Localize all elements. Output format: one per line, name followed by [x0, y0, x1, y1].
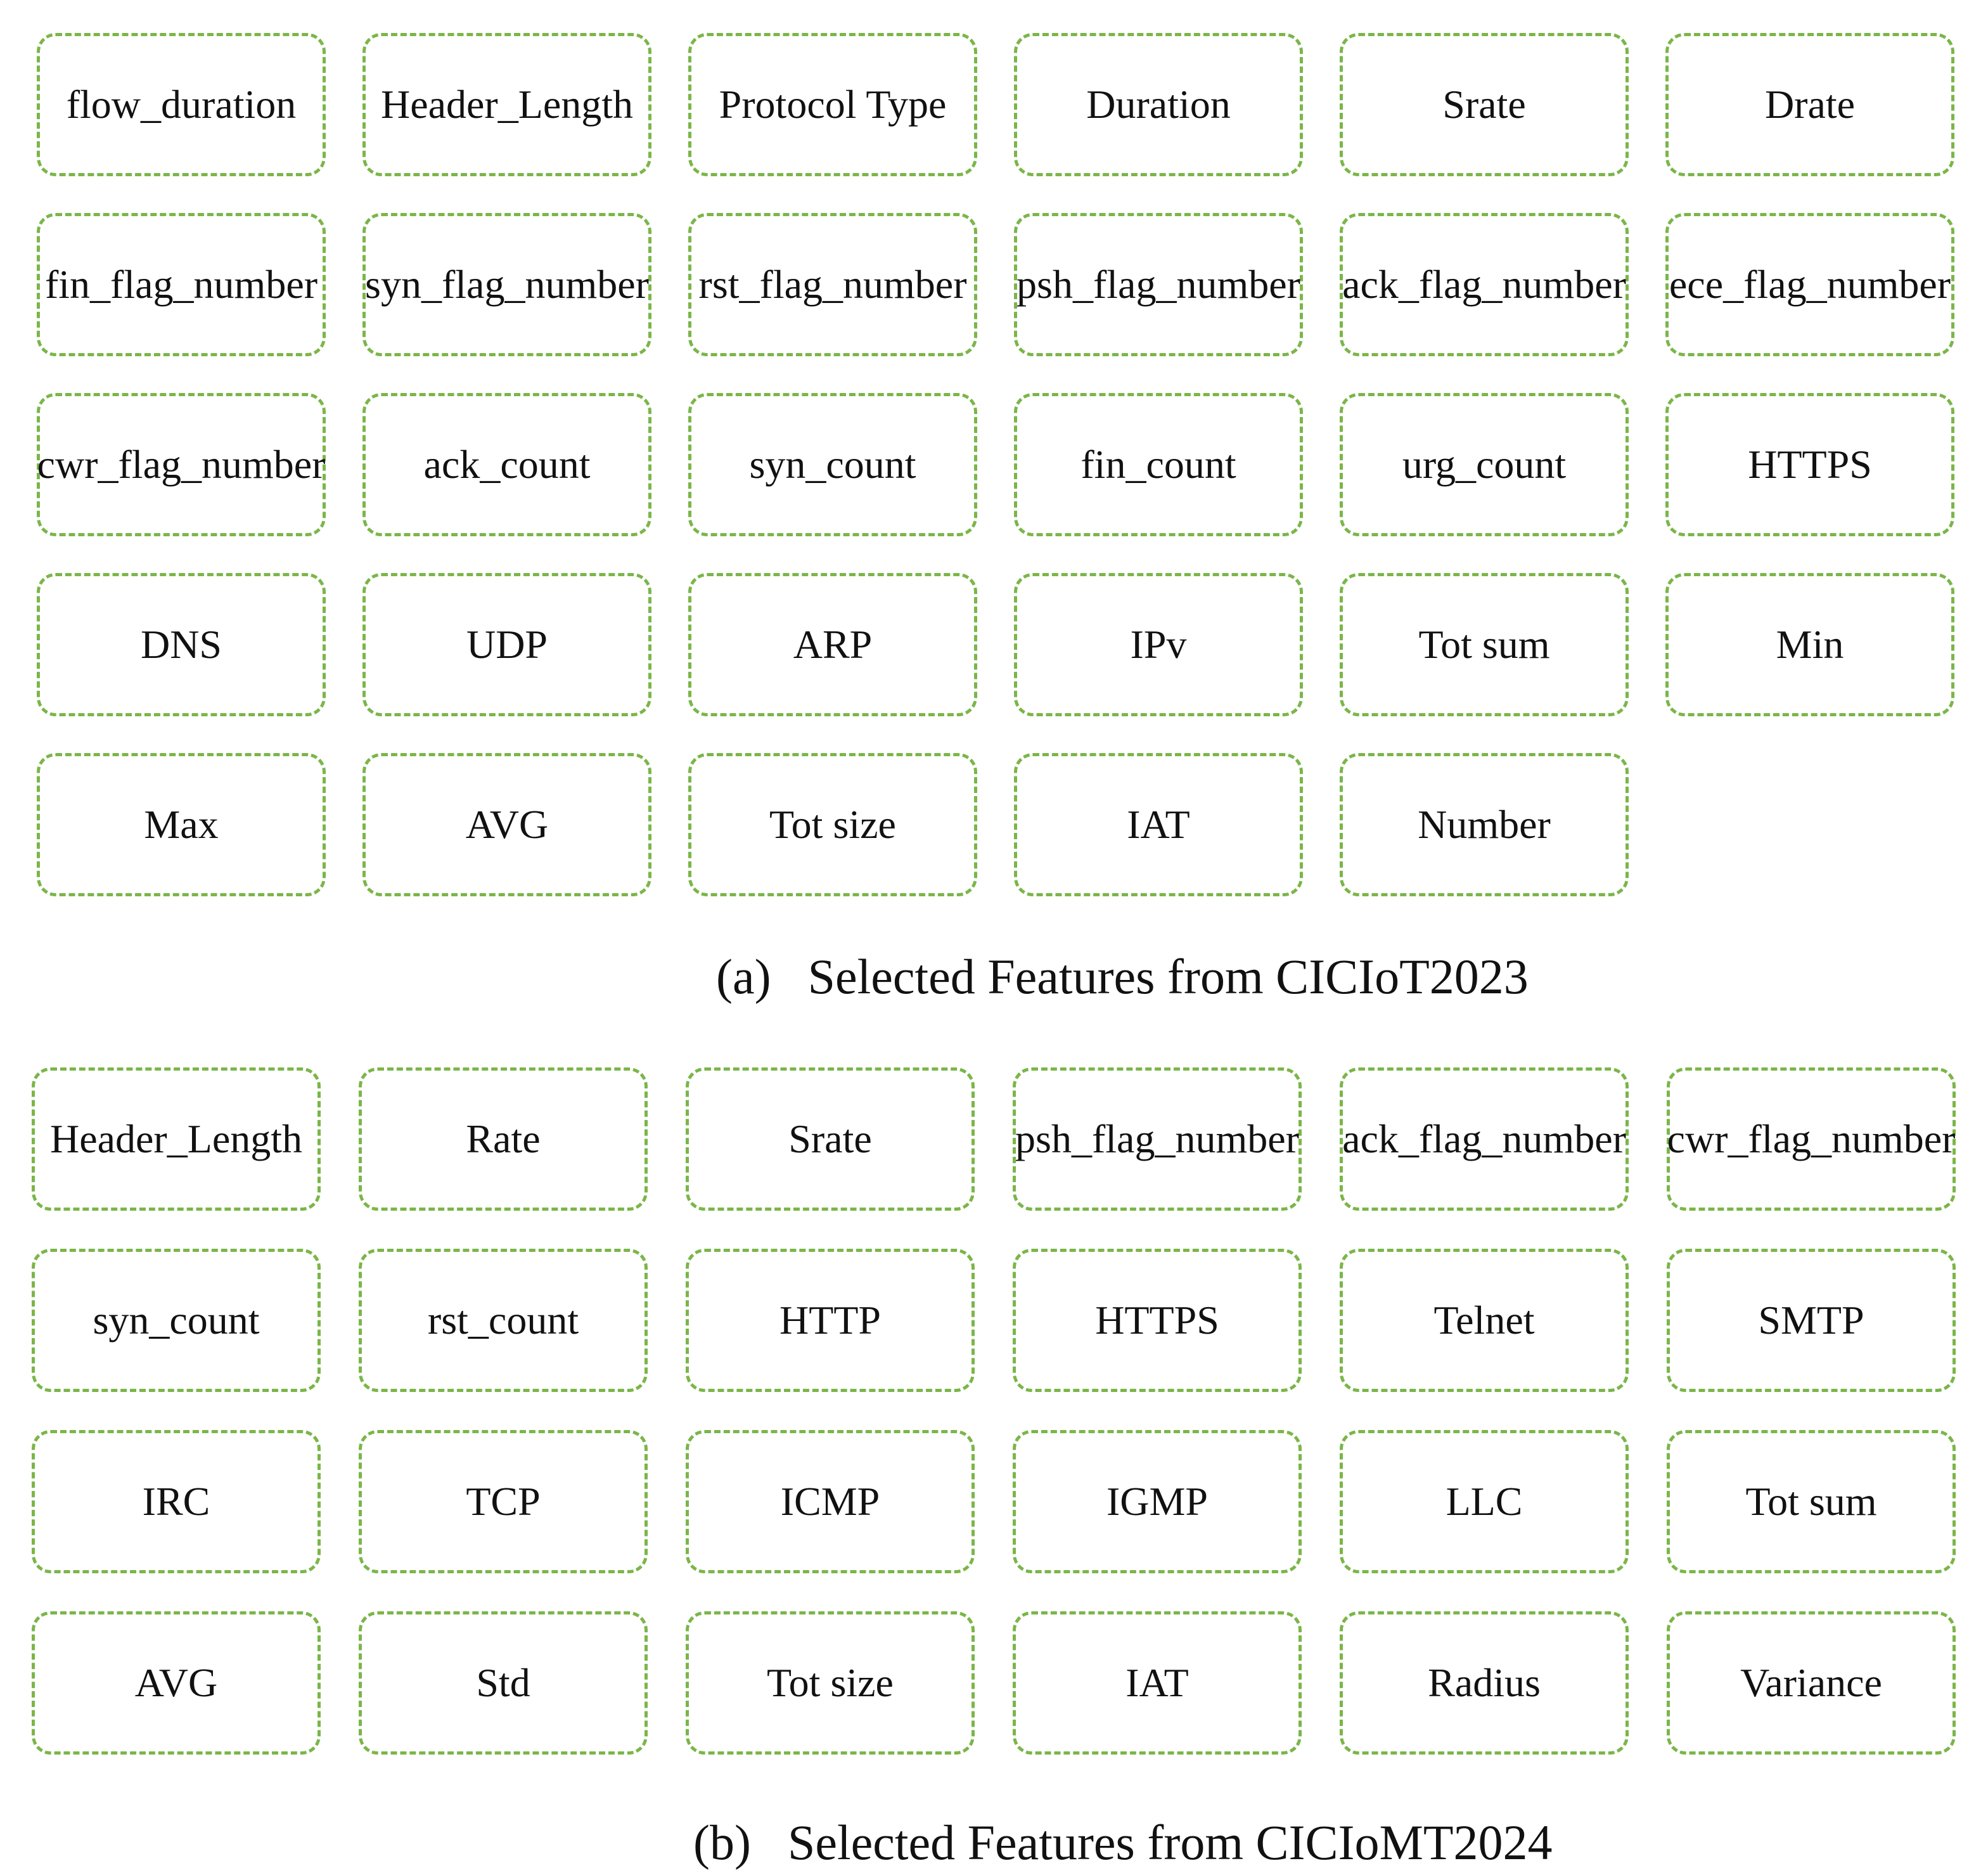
feature-label: AVG [465, 802, 549, 847]
feature-box [1013, 1430, 1302, 1573]
feature-label: HTTPS [1095, 1298, 1219, 1343]
feature-label: SMTP [1758, 1298, 1864, 1343]
feature-box [1340, 1249, 1629, 1392]
feature-label: ARP [793, 622, 873, 667]
feature-box [359, 1067, 648, 1211]
feature-box [1340, 1611, 1629, 1755]
feature-box [1667, 1430, 1956, 1573]
feature-box [37, 213, 326, 356]
feature-label: Std [476, 1660, 530, 1705]
feature-box [1014, 573, 1303, 716]
feature-box [1340, 393, 1629, 536]
feature-label: Drate [1764, 82, 1856, 127]
feature-label: Srate [1442, 82, 1526, 127]
feature-label: Srate [788, 1116, 872, 1161]
feature-label: IAT [1127, 802, 1190, 847]
feature-label: psh_flag_number [1016, 262, 1300, 307]
feature-label: UDP [466, 622, 548, 667]
feature-box [362, 393, 651, 536]
feature-label: Min [1776, 622, 1844, 667]
feature-box [1013, 1611, 1302, 1755]
feature-box [1667, 1249, 1956, 1392]
feature-box [1340, 753, 1629, 896]
feature-label: Tot sum [1418, 622, 1550, 667]
feature-label: psh_flag_number [1015, 1116, 1299, 1161]
feature-box [686, 1611, 975, 1755]
feature-box [686, 1067, 975, 1211]
feature-box [1665, 33, 1954, 176]
feature-label: rst_flag_number [698, 262, 967, 307]
feature-box [362, 573, 651, 716]
feature-box [1014, 213, 1303, 356]
feature-label: ack_flag_number [1342, 1116, 1626, 1161]
feature-box [32, 1249, 321, 1392]
feature-label: IRC [142, 1479, 210, 1524]
caption-a [716, 948, 1988, 1005]
feature-box [1014, 33, 1303, 176]
feature-label: ece_flag_number [1669, 262, 1951, 307]
feature-box [1667, 1067, 1956, 1211]
feature-box [37, 573, 326, 716]
feature-box [1667, 1611, 1956, 1755]
feature-label: DNS [140, 622, 222, 667]
feature-label: fin_flag_number [44, 262, 318, 307]
feature-label: syn_count [749, 442, 916, 487]
feature-box [688, 573, 977, 716]
feature-box [1340, 1430, 1629, 1573]
feature-label: cwr_flag_number [1667, 1116, 1956, 1161]
feature-box [362, 753, 651, 896]
feature-label: IAT [1125, 1660, 1189, 1705]
feature-box [686, 1249, 975, 1392]
feature-box [32, 1067, 321, 1211]
feature-box [362, 213, 651, 356]
feature-label: syn_count [93, 1298, 260, 1343]
feature-box [1340, 213, 1629, 356]
feature-box [1665, 573, 1954, 716]
feature-label: urg_count [1402, 442, 1567, 487]
caption-text: Selected Features from CICIoMT2024 [787, 1815, 1553, 1870]
feature-box [688, 753, 977, 896]
feature-box [37, 393, 326, 536]
feature-grid-ciciomt2024 [0, 1040, 1988, 1875]
feature-label: ack_count [423, 442, 591, 487]
feature-box [37, 33, 326, 176]
feature-label: fin_count [1081, 442, 1236, 487]
feature-label: Max [144, 802, 219, 847]
feature-label: LLC [1446, 1479, 1523, 1524]
feature-label: Duration [1086, 82, 1231, 127]
feature-label: ICMP [780, 1479, 880, 1524]
feature-box [686, 1430, 975, 1573]
feature-label: Tot sum [1745, 1479, 1877, 1524]
feature-label: Radius [1428, 1660, 1541, 1705]
feature-box [1665, 213, 1954, 356]
feature-box [359, 1611, 648, 1755]
feature-label: IPv [1130, 622, 1187, 667]
feature-label: TCP [466, 1479, 541, 1524]
feature-box [688, 213, 977, 356]
feature-box [32, 1611, 321, 1755]
feature-box [359, 1249, 648, 1392]
feature-label: Variance [1740, 1660, 1882, 1705]
feature-box [37, 753, 326, 896]
feature-label: rst_count [427, 1298, 579, 1343]
feature-box [1665, 393, 1954, 536]
caption-b [693, 1814, 1988, 1871]
feature-box [1340, 1067, 1629, 1211]
feature-box [1014, 753, 1303, 896]
feature-label: cwr_flag_number [37, 442, 326, 487]
feature-box [1340, 33, 1629, 176]
feature-label: Telnet [1433, 1298, 1535, 1343]
caption-tag: (b) [693, 1815, 751, 1870]
feature-label: Tot size [767, 1660, 894, 1705]
feature-label: IGMP [1106, 1479, 1209, 1524]
feature-label: syn_flag_number [365, 262, 649, 307]
feature-label: Rate [466, 1116, 541, 1161]
caption-tag: (a) [716, 949, 771, 1004]
feature-label: flow_duration [66, 82, 297, 127]
feature-box [1340, 573, 1629, 716]
feature-label: Number [1418, 802, 1551, 847]
feature-box [32, 1430, 321, 1573]
feature-box [1014, 393, 1303, 536]
feature-box [1013, 1249, 1302, 1392]
caption-text: Selected Features from CICIoT2023 [807, 949, 1529, 1004]
feature-box [362, 33, 651, 176]
feature-label: ack_flag_number [1342, 262, 1626, 307]
feature-label: Header_Length [380, 82, 634, 127]
feature-label: HTTPS [1748, 442, 1872, 487]
feature-box [688, 393, 977, 536]
feature-label: Tot size [769, 802, 896, 847]
feature-label: HTTP [779, 1298, 881, 1343]
feature-box [1013, 1067, 1302, 1211]
feature-box [359, 1430, 648, 1573]
feature-label: Protocol Type [719, 82, 947, 127]
feature-label: AVG [134, 1660, 218, 1705]
feature-box [688, 33, 977, 176]
feature-label: Header_Length [49, 1116, 303, 1161]
